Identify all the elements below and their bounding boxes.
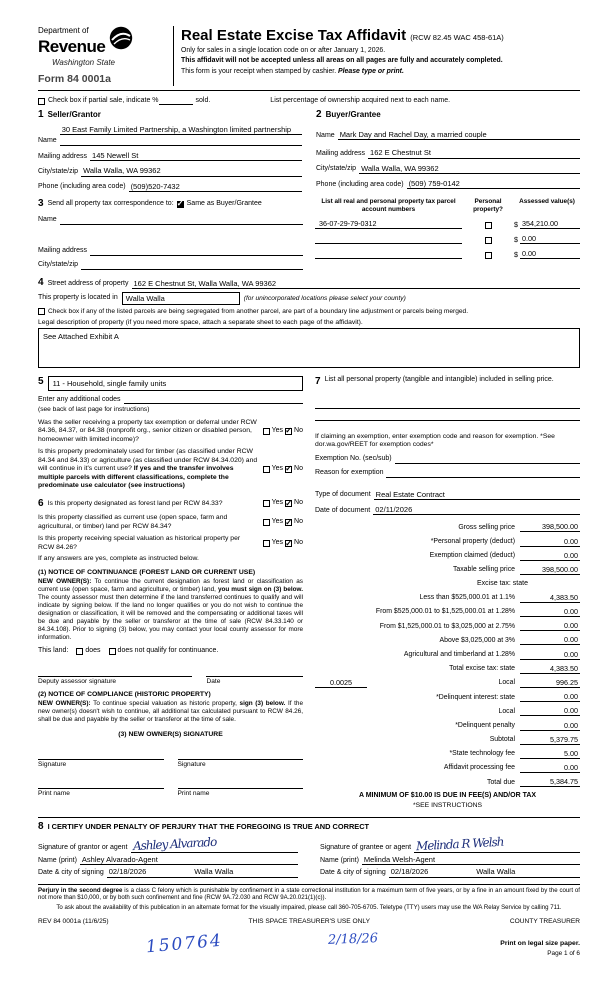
tax-label: Subtotal	[489, 736, 515, 744]
grantor-city-field[interactable]: Walla Walla	[192, 867, 298, 877]
buyer-citystatezip-label: City/state/zip	[316, 165, 357, 173]
header-line2: This affidavit will not be accepted unless all areas on all pages are fully and accurately completed.	[181, 57, 503, 65]
legal-size-note: Print on legal size paper.	[500, 939, 580, 947]
notice-continuance-text: NEW OWNER(S): To continue the current designation as forest land or classification as current use (open space, farm and agriculture, or timber) land, you must sign on (3) below. The county assessor must then determine if the land transferred continues to qualify and will indicate by signing below. If the land no longer qualifies or you do not wish to continue the designation or classification, it will be removed and the compensating or additional taxes will be due and payable by the seller or transferor at the time of sale (RCW 84.33.140 or 84.34.108). Prior to signing (3) below, you may contact your local county assessor for more information.	[38, 577, 304, 641]
tax-amount-field[interactable]: 5,379.75	[520, 735, 580, 745]
revenue-logo-icon	[109, 26, 133, 54]
grantee-signature-field[interactable]	[414, 834, 580, 854]
personal-property-line[interactable]	[315, 397, 580, 409]
washington-state-text: Washington State	[52, 58, 116, 68]
new-owner-printname-field[interactable]	[38, 778, 164, 789]
deputy-assessor-signature-field[interactable]	[38, 666, 192, 677]
type-or-print-note: Please type or print.	[338, 67, 404, 75]
personal-property-checkbox[interactable]	[485, 252, 492, 259]
grantee-printname-label: Name (print)	[320, 856, 359, 864]
form-number: Form 84 0001a	[38, 73, 111, 86]
treasurer-stamp-zone	[38, 926, 580, 970]
personal-property-header: Personal property?	[473, 198, 503, 213]
additional-codes-field[interactable]	[124, 395, 304, 404]
same-as-buyer-label: Same as Buyer/Grantee	[186, 199, 262, 207]
buyer-phone-field[interactable]: (509) 759-0142	[407, 179, 580, 189]
question-text: Is this property receiving special valuation as historical property per RCW 84.26?	[38, 535, 241, 551]
seller-name-label: Name	[38, 137, 57, 145]
header-line3: This form is your receipt when stamped by cashier. Please type or print.	[181, 67, 404, 75]
tax-amount-field[interactable]: 5,384.75	[520, 777, 580, 787]
grantor-date-field[interactable]: 02/18/2026	[107, 867, 192, 877]
correspondence-section	[38, 198, 580, 270]
notice-continuance-title: (1) NOTICE OF CONTINUANCE (FOREST LAND OR CURRENT USE)	[38, 568, 256, 576]
currency-symbol: $	[514, 250, 518, 259]
form-header	[38, 26, 580, 86]
grantor-datecity-label: Date & city of signing	[38, 868, 104, 876]
property-section	[38, 277, 580, 369]
current-use-question	[38, 514, 303, 531]
yes-label: Yes	[271, 499, 284, 507]
deputy-date-field[interactable]	[206, 666, 303, 677]
parcel-number-field[interactable]: 36-07-29-79-0312	[315, 219, 462, 229]
tax-row-processing-fee	[315, 763, 580, 773]
correspondence-name-field[interactable]	[60, 216, 303, 225]
seller-section	[38, 109, 302, 192]
grantee-signature-block	[320, 836, 580, 878]
tax-amount-field[interactable]: 996.25	[520, 678, 580, 688]
tax-amount-field[interactable]: 0.00	[520, 650, 580, 660]
exemption-deferral-question	[38, 419, 303, 444]
deputy-assessor-label: Deputy assessor signature	[38, 677, 117, 685]
tax-label: Local	[498, 679, 515, 687]
grantee-signature-label: Signature of grantee or agent	[320, 844, 412, 852]
tax-amount-field[interactable]: 0.00	[520, 706, 580, 716]
tax-amount-field[interactable]: 398,500.00	[520, 522, 580, 532]
assessed-value-field[interactable]: 0.00	[520, 249, 580, 259]
reason-exemption-field[interactable]	[386, 469, 580, 478]
seller-citystatezip-label: City/state/zip	[38, 167, 79, 175]
correspondence-lead: Send all property tax correspondence to:	[47, 199, 174, 207]
seller-mailing-field[interactable]: 145 Newell St	[90, 151, 302, 161]
seller-phone-label: Phone (including area code)	[38, 183, 126, 191]
dept-of-text: Department of	[38, 26, 89, 35]
buyer-citystatezip-field[interactable]: Walla Walla, WA 99362	[359, 164, 580, 174]
treasurer-space-label: THIS SPACE TREASURER'S USE ONLY	[248, 917, 370, 925]
tax-label: From $1,525,000.01 to $3,025,000 at 2.75%	[379, 622, 515, 630]
page-title: Real Estate Excise Tax Affidavit (RCW 82.45 WAC 458-61A)	[181, 27, 504, 44]
question-text: Is this property predominately used for timber (as classified under RCW 84.34 and 84.33) or agriculture (as classified under RCW 84.34.020) and will continue in it's current use? If yes and the transfer involves multiple parcels with different classifications, complete the predominate use calculator (see instructions)	[38, 448, 258, 490]
new-owner-signature-field[interactable]	[38, 749, 164, 760]
forest-land-question	[38, 498, 303, 511]
tax-row-tier4	[315, 635, 580, 645]
seller-citystatezip-field[interactable]: Walla Walla, WA 99362	[81, 166, 302, 176]
tax-label: Exemption claimed (deduct)	[429, 552, 515, 560]
no-label: No	[294, 464, 303, 472]
section1-title: Seller/Grantor	[47, 110, 101, 120]
yes-label: Yes	[271, 518, 284, 526]
street-address-label: Street address of property	[47, 280, 129, 288]
partial-sale-text: Check box if partial sale, indicate %	[48, 96, 159, 104]
yes-checkbox[interactable]	[263, 500, 270, 507]
grantor-printname-field[interactable]: Ashley Alvarado-Agent	[80, 855, 298, 865]
tax-row-local	[315, 678, 580, 688]
local-rate-field[interactable]: 0.0025	[315, 678, 367, 688]
same-as-buyer-checkbox[interactable]: ✓	[176, 199, 184, 209]
left-column	[38, 376, 303, 810]
correspondence-citystatezip-label: City/state/zip	[38, 260, 79, 268]
tax-label: Local	[498, 707, 515, 715]
parcel-number-field[interactable]	[315, 235, 462, 244]
use-code-section	[38, 376, 303, 391]
correspondence-name-label: Name	[38, 215, 57, 223]
legal-description-label: Legal description of property (if you need more space, attach a separate sheet to each page of the affidavit).	[38, 318, 363, 326]
perjury-notice: Perjury in the second degree is a class C felony which is punishable by confinement in a state correctional institution for a maximum term of five years, or by a fine in an amount fixed by the court of not more than $10,000, or by both such confinement and fine (RCW 9A.72.030 and RCW 9A.20.021(1)(c)).	[38, 884, 580, 902]
tax-amount-field[interactable]: 4,383.50	[520, 664, 580, 674]
certify-statement: I CERTIFY UNDER PENALTY OF PERJURY THAT THE FOREGOING IS TRUE AND CORRECT	[47, 822, 370, 832]
parcel-table	[315, 198, 580, 270]
tax-amount-field[interactable]: 5.00	[520, 749, 580, 759]
segregated-text: Check box if any of the listed parcels are being segregated from another parcel, are part of a boundary line adjustment or parcels being merged.	[48, 308, 469, 316]
print-name-label: Print name	[177, 790, 210, 798]
tax-amount-field[interactable]: 0.00	[520, 551, 580, 561]
yes-checkbox[interactable]	[263, 428, 270, 435]
yes-checkbox[interactable]	[263, 519, 270, 526]
partial-sale-row	[38, 96, 580, 105]
grantor-signature-label: Signature of grantor or agent	[38, 844, 128, 852]
reason-exemption-label: Reason for exemption	[315, 468, 384, 476]
header-divider	[173, 26, 174, 86]
buyer-mailing-label: Mailing address	[316, 149, 366, 157]
tax-label: Above $3,025,000 at 3%	[439, 636, 515, 644]
yes-checkbox[interactable]	[263, 540, 270, 547]
assessed-value-field[interactable]: 0.00	[520, 234, 580, 244]
personal-property-line[interactable]	[315, 409, 580, 421]
no-label: No	[294, 427, 303, 435]
new-owner-printname-row	[38, 778, 303, 798]
exemption-no-field[interactable]	[395, 455, 580, 464]
does-not-checkbox[interactable]	[109, 648, 116, 655]
grantor-printname-label: Name (print)	[38, 856, 77, 864]
yes-label: Yes	[271, 539, 284, 547]
assessed-value-field[interactable]: 354,210.00	[520, 219, 580, 229]
dor-logo-block	[38, 26, 166, 86]
tax-row-exemption-deduct	[315, 551, 580, 561]
grantee-city-field[interactable]: Walla Walla	[474, 867, 580, 877]
grantor-signature-field[interactable]	[131, 834, 298, 854]
tax-amount-field[interactable]: 0.00	[520, 621, 580, 631]
section5-number: 5	[38, 376, 44, 388]
correspondence-mailing-field[interactable]	[90, 247, 303, 256]
tax-label: Gross selling price	[458, 523, 515, 531]
partial-sale-checkbox[interactable]	[38, 98, 45, 105]
tax-row-technology-fee	[315, 749, 580, 759]
tax-row-tier3	[315, 621, 580, 631]
partial-sale-percent-field[interactable]	[159, 96, 193, 105]
ownership-percentage-note: List percentage of ownership acquired next to each name.	[270, 96, 451, 104]
tax-label: *Delinquent interest: state	[436, 693, 515, 701]
tax-amount-field[interactable]: 0.00	[520, 635, 580, 645]
header-rule	[38, 90, 580, 91]
correspondence-citystatezip-field[interactable]	[81, 261, 303, 270]
alternate-format-note: To ask about the availability of this publication in an alternate format for the visually impaired, please call 360-705-6705. Teletype (TTY) users may use the WA Relay Service by calling 711.	[56, 903, 562, 911]
tax-label: Total due	[487, 778, 515, 786]
treasurer-stamp-number: 150764	[145, 930, 224, 958]
street-address-field[interactable]: 162 E Chestnut St, Walla Walla, WA 99362	[132, 279, 581, 289]
new-owner-printname-field[interactable]	[178, 778, 304, 789]
no-checkbox[interactable]: ✓	[285, 517, 292, 527]
no-label: No	[294, 539, 303, 547]
treasurer-stamp-date: 2/18/26	[327, 930, 379, 948]
this-land-label: This land:	[38, 646, 69, 654]
buyer-section	[316, 109, 580, 192]
parcel-row	[315, 249, 580, 259]
tax-row-total-excise-state	[315, 664, 580, 674]
seller-mailing-label: Mailing address	[38, 152, 88, 160]
grantee-signature: Melinda R Welsh	[415, 834, 504, 854]
historic-property-question	[38, 535, 303, 552]
tax-amount-field[interactable]: 0.00	[520, 721, 580, 731]
question-text: Is this property designated as forest land per RCW 84.33?	[47, 499, 223, 507]
new-owner-signature-field[interactable]	[178, 749, 304, 760]
parcel-row	[315, 234, 580, 244]
notice-compliance-text: NEW OWNER(S): To continue special valuation as historic property, sign (3) below. If the new owner(s) doesn't wish to continue, all additional tax calculated pursuant to RCW 84.26, shall be due and payable by the seller or transferor at the time of sale.	[38, 700, 303, 724]
tax-row-subtotal	[315, 735, 580, 745]
parcel-row	[315, 219, 580, 229]
question-text: Is this property classified as current use (open space, farm and agricultural, or timber) land per RCW 84.34?	[38, 514, 228, 530]
currency-symbol: $	[514, 235, 518, 244]
section2-title: Buyer/Grantee	[325, 110, 381, 120]
footer-row	[38, 918, 580, 926]
tax-row-total-due	[315, 777, 580, 787]
tax-label: Agricultural and timberland at 1.28%	[403, 650, 515, 658]
tax-label: *Delinquent penalty	[455, 721, 515, 729]
correspondence-mailing-label: Mailing address	[38, 246, 88, 254]
see-instructions-note: *SEE INSTRUCTIONS	[412, 802, 483, 809]
deputy-date-label: Date	[206, 677, 221, 685]
located-in-label: This property is located in	[38, 294, 118, 302]
tax-amount-field[interactable]: 4,383.50	[520, 593, 580, 603]
legal-description-field[interactable]: See Attached Exhibit A	[38, 328, 580, 368]
tax-row-delinquent-interest-local	[315, 706, 580, 716]
yes-label: Yes	[271, 464, 284, 472]
tax-amount-field[interactable]: 0.00	[520, 763, 580, 773]
unincorporated-note: (for unincorporated locations please select your county)	[243, 294, 406, 302]
buyer-name-label: Name	[316, 131, 335, 139]
additional-codes-label: Enter any additional codes	[38, 395, 121, 403]
section1-number: 1	[38, 109, 44, 121]
tax-label: Taxable selling price	[452, 566, 515, 574]
type-of-document-label: Type of document	[315, 491, 371, 499]
parcel-numbers-header: List all real and personal property tax parcel account numbers	[321, 198, 456, 213]
tax-row-agricultural	[315, 650, 580, 660]
tax-row-tier1	[315, 593, 580, 603]
tax-label: *State technology fee	[449, 750, 515, 758]
buyer-mailing-field[interactable]: 162 E Chestnut St	[368, 148, 580, 158]
tax-label: Total excise tax: state	[449, 665, 515, 673]
exemption-note: If claiming an exemption, enter exemption code and reason for exemption. *See dor.wa.gov/REET for exemption codes*	[315, 432, 555, 449]
no-checkbox[interactable]: ✓	[285, 538, 292, 548]
rev-number: REV 84 0001a (11/6/25)	[38, 917, 109, 925]
type-of-document-field[interactable]: Real Estate Contract	[374, 490, 580, 500]
date-of-document-field[interactable]: 02/11/2026	[373, 505, 580, 515]
does-checkbox[interactable]	[76, 648, 83, 655]
header-line1: Only for sales in a single location code on or after January 1, 2026.	[181, 47, 386, 55]
tax-label: Less than $525,000.01 at 1.1%	[419, 594, 515, 602]
revenue-wordmark: Revenue	[38, 37, 106, 56]
if-yes-note: If any answers are yes, complete as instructed below.	[38, 555, 199, 563]
minimum-due-note: A MINIMUM OF $10.00 IS DUE IN FEE(S) AND/OR TAX	[358, 792, 537, 800]
section8-number: 8	[38, 821, 44, 833]
perjury-bold-lead: Perjury in the second degree	[38, 886, 123, 894]
print-name-label: Print name	[38, 790, 70, 798]
predominate-use-bold: If yes and the transfer involves multiple parcels with different classifications, complete the predominate use calculator (see instructions)	[38, 465, 234, 490]
no-label: No	[294, 499, 303, 507]
grantee-printname-field[interactable]: Melinda Welsh-Agent	[362, 855, 580, 865]
county-treasurer-label: COUNTY TREASURER	[509, 917, 580, 925]
section2-number: 2	[316, 109, 322, 121]
predominate-use-question	[38, 448, 303, 490]
exemption-no-label: Exemption No. (sec/sub)	[315, 454, 392, 462]
buyer-phone-label: Phone (including area code)	[316, 180, 404, 188]
no-checkbox[interactable]: ✓	[285, 498, 292, 508]
tax-label: From $525,000.01 to $1,525,000.01 at 1.28%	[375, 608, 515, 616]
no-checkbox[interactable]: ✓	[285, 464, 292, 474]
tax-row-personal-deduct	[315, 537, 580, 547]
tax-correspondence-block	[38, 198, 303, 270]
excise-tax-state-header: Excise tax: state	[477, 579, 528, 587]
signature-label: Signature	[38, 760, 67, 768]
land-use-code-input[interactable]: 11 - Household, single family units	[48, 376, 303, 391]
seller-name-field[interactable]: 30 East Family Limited Partnership, a Washington limited partnership	[60, 124, 302, 146]
rcw-code: (RCW 82.45 WAC 458-61A)	[410, 33, 504, 42]
grantor-signature: Ashley Alvarado	[132, 834, 217, 854]
currency-symbol: $	[514, 220, 518, 229]
located-in-input[interactable]: Walla Walla	[122, 292, 240, 305]
new-owners-signature-title: (3) NEW OWNER(S) SIGNATURE	[118, 731, 223, 739]
signature-label: Signature	[177, 760, 206, 768]
personal-property-lead: List all personal property (tangible and intangible) included in selling price.	[324, 376, 554, 384]
question-text: Was the seller receiving a property tax exemption or deferral under RCW 84.36, 84.37, or 84.38 (nonprofit org., senior citizen or disabled person, homeowner with limited income)?	[38, 418, 257, 443]
tax-row-gross	[315, 522, 580, 532]
parcel-number-field[interactable]	[315, 250, 462, 259]
personal-property-checkbox[interactable]	[485, 237, 492, 244]
section4-number: 4	[38, 276, 44, 288]
land-qualify-row	[38, 647, 303, 656]
deputy-assessor-row	[38, 666, 303, 686]
tax-label: Affidavit processing fee	[443, 764, 515, 772]
date-of-document-label: Date of document	[315, 506, 371, 514]
grantor-signature-block	[38, 836, 298, 878]
tax-row-tier2	[315, 607, 580, 617]
partial-sale-sold-text: sold.	[195, 96, 211, 104]
does-not-label: does not qualify for continuance.	[117, 646, 219, 654]
no-checkbox[interactable]: ✓	[285, 426, 292, 436]
grantee-datecity-label: Date & city of signing	[320, 868, 386, 876]
parties-section	[38, 109, 580, 192]
segregated-checkbox[interactable]	[38, 308, 45, 315]
no-label: No	[294, 518, 303, 526]
yes-label: Yes	[271, 427, 284, 435]
tax-row-delinquent-interest-state	[315, 692, 580, 702]
new-owner-signature-row	[38, 749, 303, 769]
section3-number: 3	[38, 198, 44, 209]
right-column	[315, 376, 580, 810]
tax-row-taxable	[315, 565, 580, 575]
does-label: does	[85, 646, 101, 654]
buyer-name-field[interactable]: Mark Day and Rachel Day, a married couple	[338, 130, 580, 140]
section7-number: 7	[315, 376, 321, 388]
certification-section	[38, 817, 580, 877]
tax-amount-field[interactable]: 0.00	[520, 607, 580, 617]
tax-label: *Personal property (deduct)	[430, 537, 515, 545]
tax-row-delinquent-penalty	[315, 721, 580, 731]
see-back-note: (see back of last page for instructions)	[38, 406, 150, 414]
page-number: Page 1 of 6	[547, 949, 580, 957]
tax-amount-field[interactable]: 0.00	[520, 692, 580, 702]
notice-compliance-title: (2) NOTICE OF COMPLIANCE (HISTORIC PROPERTY)	[38, 690, 211, 698]
seller-phone-field[interactable]: (509)520-7432	[129, 182, 302, 192]
tax-amount-field[interactable]: 398,500.00	[520, 565, 580, 575]
grantee-date-field[interactable]: 02/18/2026	[389, 867, 474, 877]
assessed-value-header: Assessed value(s)	[519, 198, 575, 205]
section6-number: 6	[38, 497, 44, 509]
personal-property-checkbox[interactable]	[485, 222, 492, 229]
yes-checkbox[interactable]	[263, 466, 270, 473]
tax-amount-field[interactable]: 0.00	[520, 537, 580, 547]
